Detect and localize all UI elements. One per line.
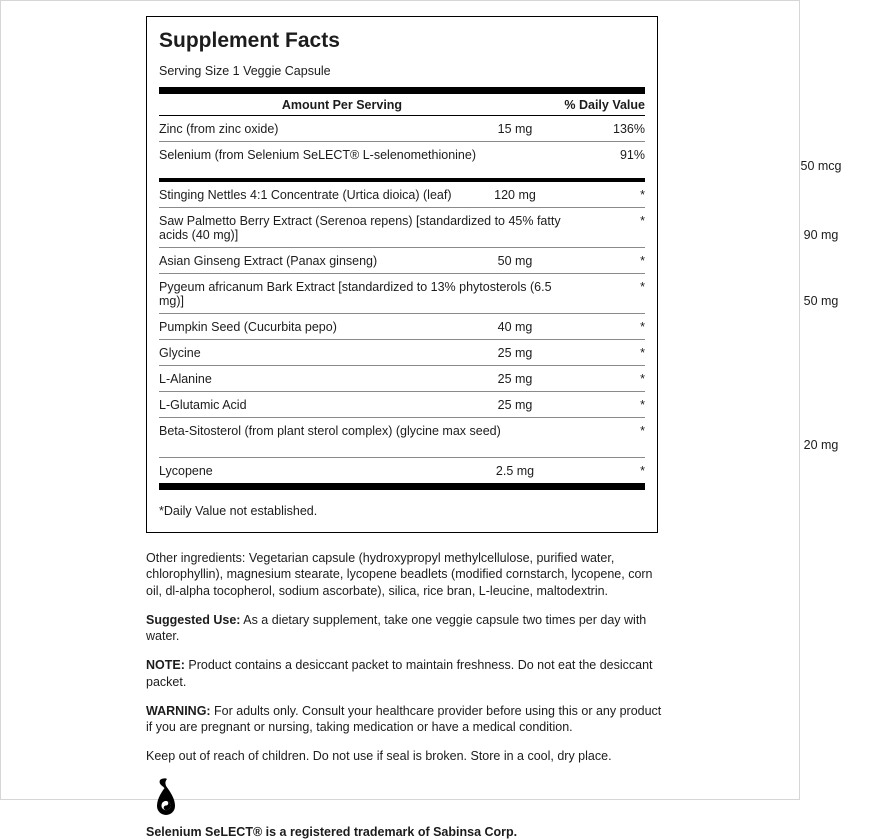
ingredient-name: Beta-Sitosterol (from plant sterol complex) (glycine max seed) <box>159 424 501 438</box>
ingredient-name: L-Alanine <box>159 372 212 386</box>
ingredient-rows <box>159 116 842 483</box>
ingredient-daily-value: * <box>640 254 645 268</box>
ingredient-name: Glycine <box>159 346 201 360</box>
ingredient-daily-value: * <box>640 372 645 386</box>
ingredient-amount: 25 mg <box>497 372 533 386</box>
ingredient-daily-value: * <box>640 188 645 202</box>
label-info-section <box>146 550 668 840</box>
ingredient-name: L-Glutamic Acid <box>159 398 247 412</box>
ingredient-amount: 120 mg <box>494 188 536 202</box>
ingredient-name: Pygeum africanum Bark Extract [standardized to 13% phytosterols (6.5 mg)] <box>159 280 552 308</box>
ingredient-row <box>159 392 645 418</box>
ingredient-daily-value: 136% <box>613 122 645 136</box>
table-header <box>159 94 645 116</box>
ingredient-amount: 2.5 mg <box>495 464 535 478</box>
ingredient-row <box>159 340 645 366</box>
ingredient-daily-value: * <box>640 424 645 438</box>
ingredient-daily-value: * <box>640 320 645 334</box>
ingredient-amount: 25 mg <box>497 346 533 360</box>
ingredient-amount: 90 mg <box>803 228 839 242</box>
ingredient-daily-value: * <box>640 214 645 228</box>
brand-logo-container <box>154 778 668 820</box>
serving-size: Serving Size 1 Veggie Capsule <box>159 64 331 78</box>
ingredient-row <box>159 458 645 483</box>
ingredient-daily-value: * <box>640 280 645 294</box>
ingredient-row <box>159 142 842 182</box>
ingredient-row <box>159 248 645 274</box>
other-ingredients-text: Other ingredients: Vegetarian capsule (hydroxypropyl methylcellulose, purified water, chlorophyllin), magnesium stearate, lycopene beadlets (modified cornstarch, lycopene, corn oil, dl-alpha tocopherol, sodium ascorbate), silica, rice bran, L-leucine, maltodextrin. <box>146 551 653 598</box>
warning <box>146 703 668 736</box>
supplement-facts-panel <box>146 16 842 533</box>
ingredient-row <box>159 208 839 248</box>
ingredient-amount: 25 mg <box>497 398 533 412</box>
suggested-use <box>146 612 668 645</box>
sabinsa-logo-icon <box>154 778 178 820</box>
ingredient-row <box>159 366 645 392</box>
daily-value-footnote: *Daily Value not established. <box>159 504 318 518</box>
ingredient-row <box>159 182 645 208</box>
header-daily-value: % Daily Value <box>564 98 645 112</box>
ingredient-daily-value: * <box>640 346 645 360</box>
panel-title: Supplement Facts <box>159 29 340 52</box>
keep-out-of-reach <box>146 748 668 764</box>
ingredient-name: Saw Palmetto Berry Extract (Serenoa repens) [standardized to 45% fatty acids (40 mg)] <box>159 214 561 242</box>
note-label: NOTE: <box>146 658 185 673</box>
keep-out-text: Keep out of reach of children. Do not use if seal is broken. Store in a cool, dry place. <box>146 749 612 764</box>
top-divider-bar <box>159 87 645 94</box>
warning-text: For adults only. Consult your healthcare provider before using this or any product if you are pregnant or nursing, taking medication or have a medical condition. <box>146 703 662 734</box>
ingredient-name: Stinging Nettles 4:1 Concentrate (Urtica dioica) (leaf) <box>159 188 452 202</box>
note-text: Product contains a desiccant packet to maintain freshness. Do not eat the desiccant packet. <box>146 658 653 689</box>
ingredient-name: Asian Ginseng Extract (Panax ginseng) <box>159 254 378 268</box>
note <box>146 657 668 690</box>
bottom-divider-bar <box>159 483 645 490</box>
ingredient-row <box>159 116 645 142</box>
ingredient-name: Pumpkin Seed (Cucurbita pepo) <box>159 320 337 334</box>
ingredient-name: Zinc (from zinc oxide) <box>159 122 279 136</box>
ingredient-amount: 40 mg <box>497 320 533 334</box>
ingredient-daily-value: * <box>640 398 645 412</box>
ingredient-daily-value: 91% <box>619 148 645 162</box>
ingredient-amount: 50 mg <box>497 254 533 268</box>
ingredient-row <box>159 314 645 340</box>
ingredient-name: Selenium (from Selenium SeLECT® L-selenomethionine) <box>159 148 476 162</box>
ingredient-name: Lycopene <box>159 464 213 478</box>
ingredient-amount: 20 mg <box>803 438 839 452</box>
ingredient-amount: 50 mg <box>803 294 839 308</box>
ingredient-row <box>159 274 839 314</box>
warning-label: WARNING: <box>146 703 211 718</box>
header-amount-per-serving: Amount Per Serving <box>281 98 403 112</box>
suggested-use-text: As a dietary supplement, take one veggie capsule two times per day with water. <box>146 612 647 643</box>
ingredient-row <box>159 418 839 458</box>
other-ingredients <box>146 550 668 599</box>
ingredient-daily-value: * <box>640 464 645 478</box>
ingredient-amount: 50 mcg <box>800 159 842 173</box>
ingredient-amount: 15 mg <box>497 122 533 136</box>
trademark-line: Selenium SeLECT® is a registered trademark of Sabinsa Corp. <box>146 824 518 839</box>
suggested-use-label: Suggested Use: <box>146 612 241 627</box>
